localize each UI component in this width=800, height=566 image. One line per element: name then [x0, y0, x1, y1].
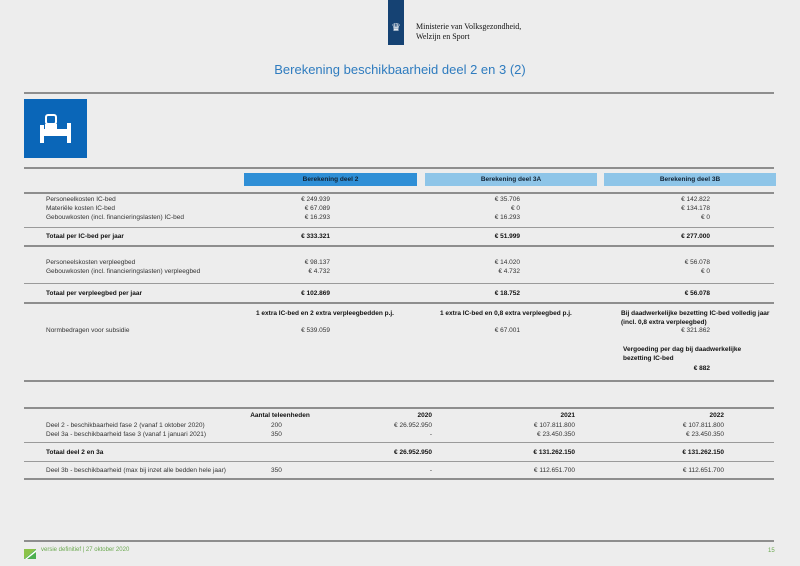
- value-deel3b: € 0: [700, 214, 710, 221]
- page-title: Berekening beschikbaarheid deel 2 en 3 (2): [274, 62, 526, 77]
- total-deel3a: € 51.999: [494, 233, 520, 240]
- per-day-label-line2: bezetting IC-bed: [623, 355, 674, 362]
- total-label: Totaal per IC-bed per jaar: [46, 233, 124, 240]
- value-deel3b: € 134.178: [681, 205, 710, 212]
- value-units: 350: [271, 467, 282, 474]
- header-units: Aantal teleenheden: [250, 412, 310, 419]
- norm-label: Normbedragen voor subsidie: [46, 327, 130, 334]
- value-deel3a: € 35.706: [494, 196, 520, 203]
- total-deel3a: € 18.752: [494, 290, 520, 297]
- total-deel2: € 333.321: [301, 233, 330, 240]
- row-label: Gebouwkosten (incl. financieringslasten) verpleegbed: [46, 268, 201, 275]
- ministry-name-line1: Ministerie van Volksgezondheid,: [416, 22, 522, 31]
- hospital-bed-icon: [24, 99, 87, 158]
- row-label: Deel 2 - beschikbaarheid fase 2 (vanaf 1 oktober 2020): [46, 422, 205, 429]
- row-label: Gebouwkosten (incl. financieringslasten) IC-bed: [46, 214, 185, 221]
- divider: [24, 302, 774, 304]
- value-deel2: € 249.939: [301, 196, 330, 203]
- value-2022: € 23.450.350: [686, 431, 724, 438]
- row-label: Deel 3b - beschikbaarheid (max bij inzet alle bedden hele jaar): [46, 467, 226, 474]
- column-header-deel2: Berekening deel 2: [244, 173, 417, 186]
- divider: [24, 92, 774, 94]
- divider: [24, 245, 774, 247]
- page-number: 15: [768, 548, 775, 554]
- ministry-name-line2: Welzijn en Sport: [416, 32, 470, 41]
- value-deel3b: € 56.078: [684, 259, 710, 266]
- norm-deel3a: € 67.001: [494, 327, 520, 334]
- value-deel3a: € 14.020: [494, 259, 520, 266]
- divider: [24, 442, 774, 443]
- divider: [24, 478, 774, 480]
- divider: [24, 407, 774, 409]
- total-2020: € 26.952.950: [394, 449, 432, 456]
- total-2021: € 131.262.150: [533, 449, 575, 456]
- value-deel3a: € 4.732: [498, 268, 520, 275]
- total-label: Totaal deel 2 en 3a: [46, 449, 104, 456]
- per-day-label-line1: Vergoeding per dag bij daadwerkelijke: [623, 346, 742, 353]
- divider: [24, 461, 774, 462]
- column-header-deel3b: Berekening deel 3B: [604, 173, 776, 186]
- per-day-value: € 882: [693, 365, 710, 372]
- value-2021: € 112.651.700: [533, 467, 575, 474]
- value-2021: € 23.450.350: [537, 431, 575, 438]
- footer-logo-icon: [24, 546, 36, 564]
- norm-deel3b: € 321.862: [681, 327, 710, 334]
- value-2020: -: [429, 431, 432, 438]
- total-2022: € 131.262.150: [682, 449, 724, 456]
- total-deel3b: € 277.000: [681, 233, 710, 240]
- row-label: Personeelkosten IC-bed: [46, 196, 116, 203]
- header-2022: 2022: [709, 412, 724, 419]
- divider: [24, 380, 774, 382]
- divider: [24, 227, 774, 228]
- value-2020: -: [429, 467, 432, 474]
- value-deel2: € 67.089: [304, 205, 330, 212]
- footer-version: versie definitief | 27 oktober 2020: [41, 547, 130, 553]
- header-2021: 2021: [560, 412, 575, 419]
- value-deel2: € 16.293: [304, 214, 330, 221]
- divider: [24, 167, 774, 169]
- value-deel2: € 4.732: [308, 268, 330, 275]
- row-label: Materiële kosten IC-bed: [46, 205, 116, 212]
- value-2022: € 112.651.700: [682, 467, 724, 474]
- total-deel2: € 102.869: [301, 290, 330, 297]
- footer-divider: [24, 540, 774, 542]
- row-label: Deel 3a - beschikbaarheid fase 3 (vanaf 1 januari 2021): [46, 431, 207, 438]
- norm-deel2: € 539.059: [301, 327, 330, 334]
- header-2020: 2020: [417, 412, 432, 419]
- norm-header-deel2: 1 extra IC-bed en 2 extra verpleegbedden p.j.: [256, 310, 394, 317]
- value-2020: € 26.952.950: [394, 422, 432, 429]
- divider: [24, 283, 774, 284]
- norm-header-deel3b-line1: Bij daadwerkelijke bezetting IC-bed volledig jaar: [621, 310, 770, 317]
- value-2021: € 107.811.800: [533, 422, 575, 429]
- norm-header-deel3b-line2: (incl. 0,8 extra verpleegbed): [621, 319, 707, 326]
- total-label: Totaal per verpleegbed per jaar: [46, 290, 142, 297]
- norm-header-deel3a: 1 extra IC-bed en 0,8 extra verpleegbed p.j.: [440, 310, 572, 317]
- value-2022: € 107.811.800: [682, 422, 724, 429]
- row-label: Personeelskosten verpleegbed: [46, 259, 136, 266]
- value-deel3a: € 0: [510, 205, 520, 212]
- ministry-name: [416, 22, 521, 42]
- column-header-deel3a: Berekening deel 3A: [425, 173, 597, 186]
- value-deel3b: € 0: [700, 268, 710, 275]
- total-deel3b: € 56.078: [684, 290, 710, 297]
- value-deel3a: € 16.293: [494, 214, 520, 221]
- value-deel2: € 98.137: [304, 259, 330, 266]
- crest-icon: ♛: [391, 22, 401, 34]
- value-units: 350: [271, 431, 282, 438]
- value-deel3b: € 142.822: [681, 196, 710, 203]
- value-units: 200: [271, 422, 282, 429]
- divider: [24, 192, 774, 194]
